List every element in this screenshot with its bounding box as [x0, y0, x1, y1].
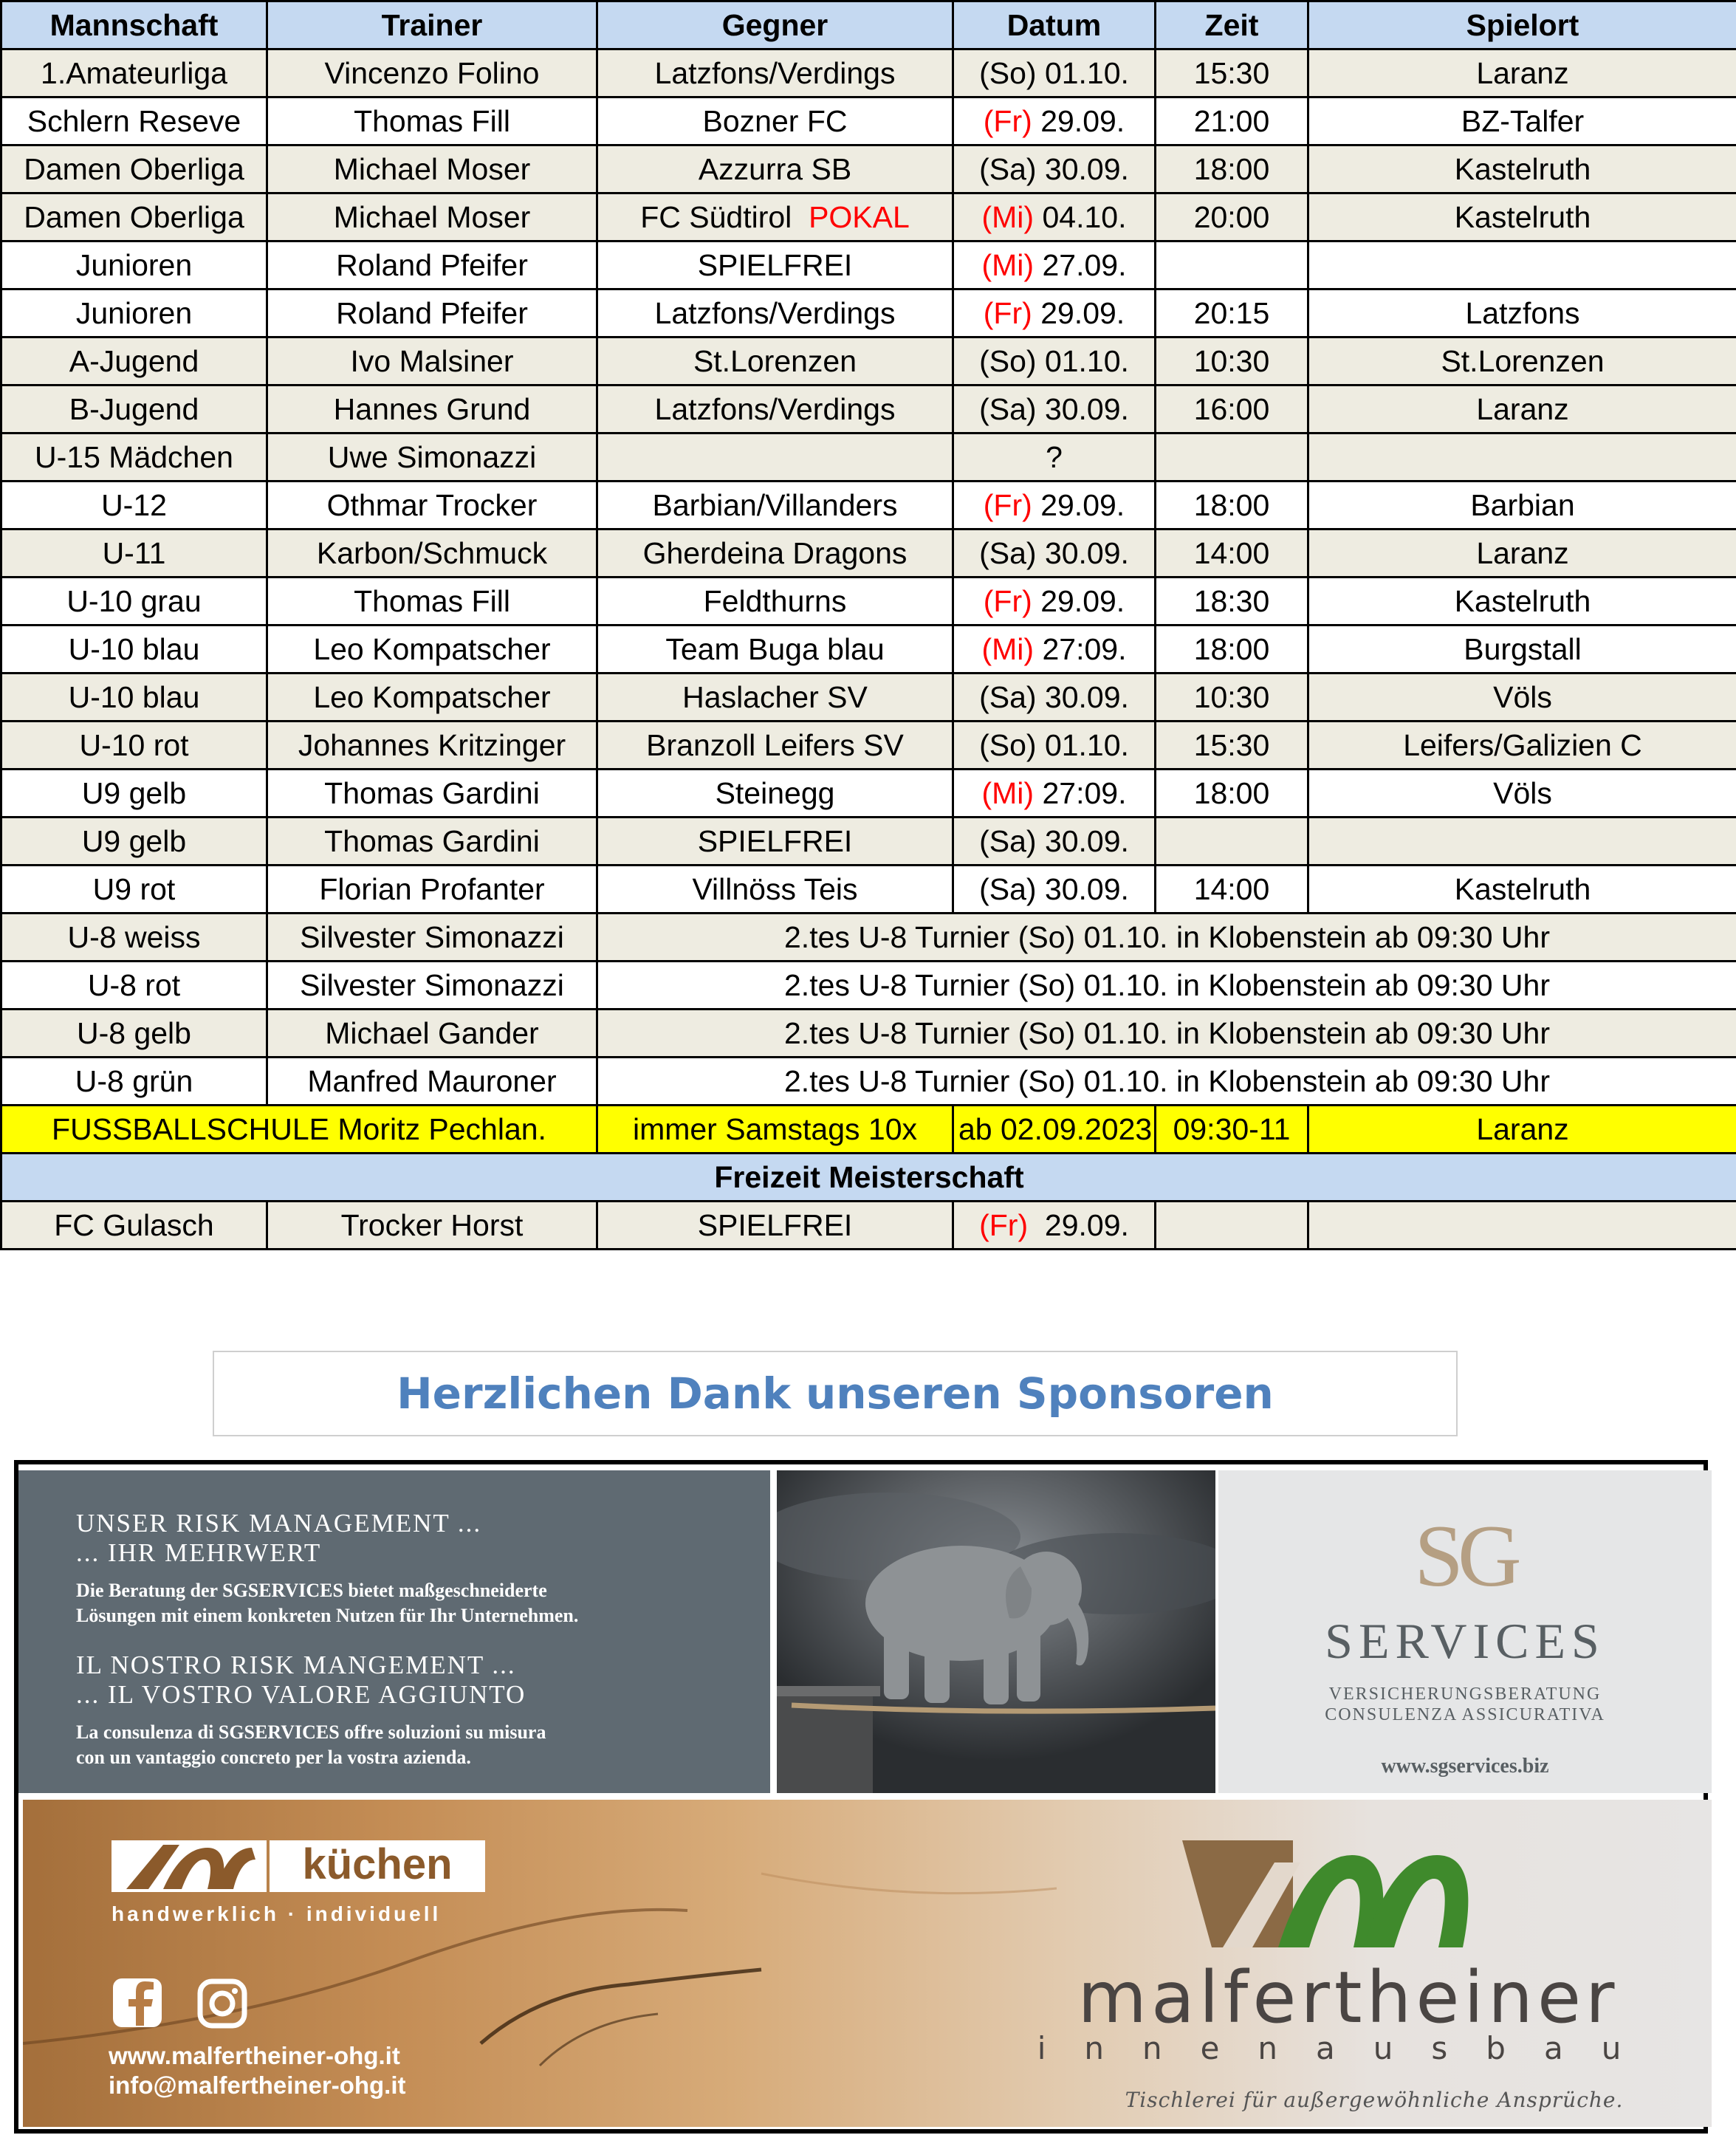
- venue-cell: Kastelruth: [1308, 578, 1736, 626]
- time-cell: 21:00: [1156, 97, 1308, 145]
- opponent-cell: Gherdeina Dragons: [597, 530, 953, 578]
- venue-cell: [1308, 1202, 1736, 1250]
- tournament-note: 2.tes U-8 Turnier (So) 01.10. in Klobenstein ab 09:30 Uhr: [597, 1010, 1736, 1058]
- opponent-cell: Haslacher SV: [597, 674, 953, 722]
- sg-de-heading-1: UNSER RISK MANAGEMENT ...: [76, 1509, 482, 1538]
- tournament-note: 2.tes U-8 Turnier (So) 01.10. in Klobenstein ab 09:30 Uhr: [597, 1058, 1736, 1106]
- section-title: Freizeit Meisterschaft: [1, 1154, 1736, 1202]
- table-row: [1, 385, 1736, 433]
- trainer-cell: Michael Gander: [267, 1010, 597, 1058]
- team-cell: U-10 rot: [1, 722, 267, 770]
- malfertheiner-name: malfertheiner: [1077, 1956, 1619, 2039]
- date-cell: [953, 289, 1156, 337]
- day-label: (Mi): [981, 631, 1035, 666]
- time-cell: 18:00: [1156, 770, 1308, 818]
- sg-it-body: [76, 1720, 770, 1770]
- table-row: [1, 1058, 1736, 1106]
- day-label: (Sa): [979, 535, 1037, 570]
- team-cell: U9 gelb: [1, 770, 267, 818]
- venue-cell: St.Lorenzen: [1308, 337, 1736, 385]
- date-label: 29.09.: [1044, 1207, 1129, 1242]
- venue-cell: Kastelruth: [1308, 866, 1736, 914]
- malfertheiner-ad: [23, 1800, 1712, 2127]
- opponent-cell: SPIELFREI: [597, 1202, 953, 1250]
- date-cell: [953, 337, 1156, 385]
- day-label: (Sa): [979, 823, 1037, 858]
- opponent-cell: Latzfons/Verdings: [597, 49, 953, 97]
- m-logo-icon: [111, 1840, 267, 1892]
- venue-cell: Völs: [1308, 674, 1736, 722]
- team-cell: U-10 blau: [1, 674, 267, 722]
- team-cell: U-12: [1, 482, 267, 530]
- team-cell: FC Gulasch: [1, 1202, 267, 1250]
- venue-cell: Barbian: [1308, 482, 1736, 530]
- team-cell: U9 rot: [1, 866, 267, 914]
- opponent-cell: Latzfons/Verdings: [597, 289, 953, 337]
- football-school-row: [1, 1106, 1736, 1154]
- trainer-cell: Karbon/Schmuck: [267, 530, 597, 578]
- date-label: 01.10.: [1044, 727, 1129, 762]
- date-cell: [953, 866, 1156, 914]
- opponent-cell: Branzoll Leifers SV: [597, 722, 953, 770]
- trainer-cell: Leo Kompatscher: [267, 626, 597, 674]
- table-row: [1, 578, 1736, 626]
- malfertheiner-contact: [109, 2041, 406, 2100]
- header-trainer: Trainer: [267, 1, 597, 49]
- venue-cell: Laranz: [1308, 1106, 1736, 1154]
- date-label: 30.09.: [1044, 823, 1129, 858]
- venue-cell: BZ-Talfer: [1308, 97, 1736, 145]
- table-row: [1, 1202, 1736, 1250]
- date-cell: [953, 145, 1156, 193]
- table-header-row: [1, 1, 1736, 49]
- opponent-cell: SPIELFREI: [597, 241, 953, 289]
- sg-logo-subtitle-line-2: CONSULENZA ASSICURATIVA: [1325, 1705, 1605, 1724]
- team-cell: Junioren: [1, 289, 267, 337]
- date-cell: [953, 482, 1156, 530]
- trainer-cell: Johannes Kritzinger: [267, 722, 597, 770]
- header-datum: Datum: [953, 1, 1156, 49]
- table-row: [1, 530, 1736, 578]
- date-label: 30.09.: [1044, 391, 1129, 426]
- opponent-cell: Bozner FC: [597, 97, 953, 145]
- day-label: (So): [979, 55, 1037, 90]
- opponent-cell: immer Samstags 10x: [597, 1106, 953, 1154]
- trainer-cell: Hannes Grund: [267, 385, 597, 433]
- sponsors-title: Herzlichen Dank unseren Sponsoren: [213, 1351, 1458, 1436]
- venue-cell: [1308, 433, 1736, 482]
- facebook-icon[interactable]: [113, 1978, 162, 2027]
- team-cell: U-8 grün: [1, 1058, 267, 1106]
- team-cell: U-11: [1, 530, 267, 578]
- day-label: (Sa): [979, 871, 1037, 906]
- header-gegner: Gegner: [597, 1, 953, 49]
- date-label: 30.09.: [1044, 871, 1129, 906]
- time-cell: 18:00: [1156, 145, 1308, 193]
- date-label: 29.09.: [1040, 487, 1125, 522]
- team-cell: 1.Amateurliga: [1, 49, 267, 97]
- date-label: ?: [1046, 439, 1063, 474]
- opponent-cell: SPIELFREI: [597, 818, 953, 866]
- venue-cell: Kastelruth: [1308, 193, 1736, 241]
- team-cell: Damen Oberliga: [1, 193, 267, 241]
- sg-services-ad-text: [18, 1470, 770, 1793]
- date-cell: [953, 433, 1156, 482]
- date-cell: [953, 97, 1156, 145]
- table-row: [1, 145, 1736, 193]
- sg-de-body-line-2: Lösungen mit einem konkreten Nutzen für Ihr Unternehmen.: [76, 1605, 579, 1626]
- team-cell: Damen Oberliga: [1, 145, 267, 193]
- trainer-cell: Michael Moser: [267, 145, 597, 193]
- team-cell: A-Jugend: [1, 337, 267, 385]
- time-cell: 18:30: [1156, 578, 1308, 626]
- date-cell: [953, 49, 1156, 97]
- trainer-cell: Manfred Mauroner: [267, 1058, 597, 1106]
- date-label: 04.10.: [1042, 199, 1127, 234]
- team-cell: U-8 rot: [1, 962, 267, 1010]
- venue-cell: Laranz: [1308, 385, 1736, 433]
- malfertheiner-email[interactable]: info@malfertheiner-ohg.it: [109, 2071, 406, 2099]
- header-mannschaft: Mannschaft: [1, 1, 267, 49]
- date-label: 29.09.: [1040, 583, 1125, 618]
- opponent-cell: [597, 193, 953, 241]
- time-cell: 10:30: [1156, 674, 1308, 722]
- date-cell: [953, 674, 1156, 722]
- team-cell: U-15 Mädchen: [1, 433, 267, 482]
- venue-cell: Leifers/Galizien C: [1308, 722, 1736, 770]
- time-cell: [1156, 1202, 1308, 1250]
- trainer-cell: Leo Kompatscher: [267, 674, 597, 722]
- date-cell: [953, 578, 1156, 626]
- malfertheiner-website[interactable]: www.malfertheiner-ohg.it: [109, 2042, 400, 2069]
- date-cell: [953, 818, 1156, 866]
- team-cell: B-Jugend: [1, 385, 267, 433]
- sg-logo-subtitle: [1218, 1684, 1712, 1725]
- sg-it-heading-1: IL NOSTRO RISK MANGEMENT ...: [76, 1651, 516, 1679]
- sg-it-body-line-2: con un vantaggio concreto per la vostra azienda.: [76, 1747, 471, 1768]
- date-cell: [953, 626, 1156, 674]
- opponent-cell: [597, 433, 953, 482]
- date-label: 30.09.: [1044, 679, 1129, 714]
- venue-cell: Völs: [1308, 770, 1736, 818]
- day-label: (Mi): [981, 199, 1035, 234]
- table-row: [1, 866, 1736, 914]
- venue-cell: Kastelruth: [1308, 145, 1736, 193]
- opponent-cell: Team Buga blau: [597, 626, 953, 674]
- time-cell: 10:30: [1156, 337, 1308, 385]
- date-label: 27:09.: [1042, 631, 1127, 666]
- venue-cell: Laranz: [1308, 530, 1736, 578]
- sg-it-body-line-1: La consulenza di SGSERVICES offre soluzioni su misura: [76, 1721, 546, 1743]
- table-row: [1, 193, 1736, 241]
- time-cell: 15:30: [1156, 722, 1308, 770]
- kuchen-m-mark: [111, 1840, 267, 1892]
- venue-cell: [1308, 241, 1736, 289]
- date-label: 30.09.: [1044, 535, 1129, 570]
- table-row: [1, 626, 1736, 674]
- venue-cell: Latzfons: [1308, 289, 1736, 337]
- table-row: [1, 49, 1736, 97]
- team-cell: Schlern Reseve: [1, 97, 267, 145]
- table-row: [1, 722, 1736, 770]
- trainer-cell: Uwe Simonazzi: [267, 433, 597, 482]
- section-row: [1, 1154, 1736, 1202]
- trainer-cell: Thomas Fill: [267, 578, 597, 626]
- time-cell: 18:00: [1156, 482, 1308, 530]
- table-row: [1, 674, 1736, 722]
- trainer-cell: Silvester Simonazzi: [267, 914, 597, 962]
- sg-it-heading-2: ... IL VOSTRO VALORE AGGIUNTO: [76, 1680, 526, 1709]
- kuchen-tagline: handwerklich · individuell: [111, 1902, 442, 1925]
- date-label: 01.10.: [1044, 343, 1129, 378]
- day-label: (So): [979, 343, 1037, 378]
- malfertheiner-subtitle: innenausbau: [1037, 2030, 1660, 2066]
- sg-de-heading-2: ... IHR MEHRWERT: [76, 1538, 322, 1567]
- social-icons: [111, 1977, 274, 2032]
- day-label: (Sa): [979, 391, 1037, 426]
- day-label: (Fr): [979, 1207, 1029, 1242]
- pokal-note: POKAL: [809, 199, 910, 234]
- trainer-cell: Roland Pfeifer: [267, 241, 597, 289]
- date-label: 27:09.: [1042, 775, 1127, 810]
- sg-services-logo-panel: [1218, 1470, 1712, 1793]
- opponent-cell: Latzfons/Verdings: [597, 385, 953, 433]
- trainer-cell: Vincenzo Folino: [267, 49, 597, 97]
- day-label: (Sa): [979, 151, 1037, 186]
- opponent-label: FC Südtirol: [640, 199, 792, 234]
- team-cell: U-10 grau: [1, 578, 267, 626]
- trainer-cell: Michael Moser: [267, 193, 597, 241]
- venue-cell: [1308, 818, 1736, 866]
- date-cell: [953, 241, 1156, 289]
- trainer-cell: Roland Pfeifer: [267, 289, 597, 337]
- table-row: [1, 433, 1736, 482]
- trainer-cell: Thomas Gardini: [267, 818, 597, 866]
- day-label: (Mi): [981, 247, 1035, 282]
- trainer-cell: Thomas Fill: [267, 97, 597, 145]
- sg-logo-name: SERVICES: [1325, 1613, 1605, 1669]
- trainer-cell: Othmar Trocker: [267, 482, 597, 530]
- venue-cell: Laranz: [1308, 49, 1736, 97]
- table-row: [1, 241, 1736, 289]
- elephant-illustration: [777, 1470, 1215, 1793]
- opponent-cell: Feldthurns: [597, 578, 953, 626]
- date-cell: [953, 722, 1156, 770]
- time-cell: 16:00: [1156, 385, 1308, 433]
- team-cell: U-8 weiss: [1, 914, 267, 962]
- tournament-note: 2.tes U-8 Turnier (So) 01.10. in Klobenstein ab 09:30 Uhr: [597, 962, 1736, 1010]
- malfertheiner-slogan: Tischlerei für außergewöhnliche Ansprüche.: [1125, 2088, 1624, 2112]
- trainer-cell: Thomas Gardini: [267, 770, 597, 818]
- team-cell: Junioren: [1, 241, 267, 289]
- time-cell: 20:15: [1156, 289, 1308, 337]
- date-label: 29.09.: [1040, 295, 1125, 330]
- time-cell: [1156, 241, 1308, 289]
- table-row: [1, 914, 1736, 962]
- header-zeit: Zeit: [1156, 1, 1308, 49]
- day-label: (Mi): [981, 775, 1035, 810]
- date-cell: [953, 385, 1156, 433]
- opponent-cell: St.Lorenzen: [597, 337, 953, 385]
- sg-monogram: SG: [1414, 1507, 1516, 1605]
- table-row: [1, 97, 1736, 145]
- time-cell: 14:00: [1156, 530, 1308, 578]
- table-row: [1, 818, 1736, 866]
- opponent-cell: Steinegg: [597, 770, 953, 818]
- time-cell: 09:30-11: [1156, 1106, 1308, 1154]
- table-row: [1, 1010, 1736, 1058]
- instagram-icon[interactable]: [200, 1981, 244, 2026]
- time-cell: [1156, 818, 1308, 866]
- day-label: (Fr): [983, 103, 1032, 138]
- header-spielort: Spielort: [1308, 1, 1736, 49]
- table-row: [1, 482, 1736, 530]
- trainer-cell: Silvester Simonazzi: [267, 962, 597, 1010]
- date-cell: [953, 770, 1156, 818]
- date-label: 27.09.: [1042, 247, 1127, 282]
- trainer-cell: Trocker Horst: [267, 1202, 597, 1250]
- table-row: [1, 770, 1736, 818]
- day-label: (So): [979, 727, 1037, 762]
- kuchen-word: küchen: [270, 1840, 485, 1892]
- sg-de-body-line-1: Die Beratung der SGSERVICES bietet maßgeschneiderte: [76, 1580, 547, 1601]
- time-cell: 18:00: [1156, 626, 1308, 674]
- date-cell: [953, 193, 1156, 241]
- opponent-cell: Azzurra SB: [597, 145, 953, 193]
- sg-website: www.sgservices.biz: [1381, 1755, 1549, 1778]
- m-logo-icon: [1182, 1840, 1514, 1951]
- date-cell: ab 02.09.2023: [953, 1106, 1156, 1154]
- time-cell: 15:30: [1156, 49, 1308, 97]
- time-cell: 20:00: [1156, 193, 1308, 241]
- trainer-cell: Florian Profanter: [267, 866, 597, 914]
- sg-logo-subtitle-line-1: VERSICHERUNGSBERATUNG: [1328, 1685, 1602, 1704]
- tournament-note: 2.tes U-8 Turnier (So) 01.10. in Klobenstein ab 09:30 Uhr: [597, 914, 1736, 962]
- sg-de-body: [76, 1578, 770, 1628]
- table-row: [1, 337, 1736, 385]
- opponent-cell: Villnöss Teis: [597, 866, 953, 914]
- school-label: FUSSBALLSCHULE Moritz Pechlan.: [1, 1106, 597, 1154]
- day-label: (Fr): [983, 295, 1032, 330]
- date-label: 30.09.: [1044, 151, 1129, 186]
- opponent-cell: Barbian/Villanders: [597, 482, 953, 530]
- venue-cell: Burgstall: [1308, 626, 1736, 674]
- date-cell: [953, 1202, 1156, 1250]
- malfertheiner-m-logo: [1182, 1840, 1514, 1955]
- table-row: [1, 962, 1736, 1010]
- trainer-cell: Ivo Malsiner: [267, 337, 597, 385]
- elephant-tightrope-image: [777, 1470, 1215, 1793]
- date-label: 29.09.: [1040, 103, 1125, 138]
- day-label: (Fr): [983, 487, 1032, 522]
- day-label: (Sa): [979, 679, 1037, 714]
- time-cell: [1156, 433, 1308, 482]
- team-cell: U-8 gelb: [1, 1010, 267, 1058]
- date-label: 01.10.: [1044, 55, 1129, 90]
- day-label: (Fr): [983, 583, 1032, 618]
- date-cell: [953, 530, 1156, 578]
- table-row: [1, 289, 1736, 337]
- team-cell: U9 gelb: [1, 818, 267, 866]
- team-cell: U-10 blau: [1, 626, 267, 674]
- time-cell: 14:00: [1156, 866, 1308, 914]
